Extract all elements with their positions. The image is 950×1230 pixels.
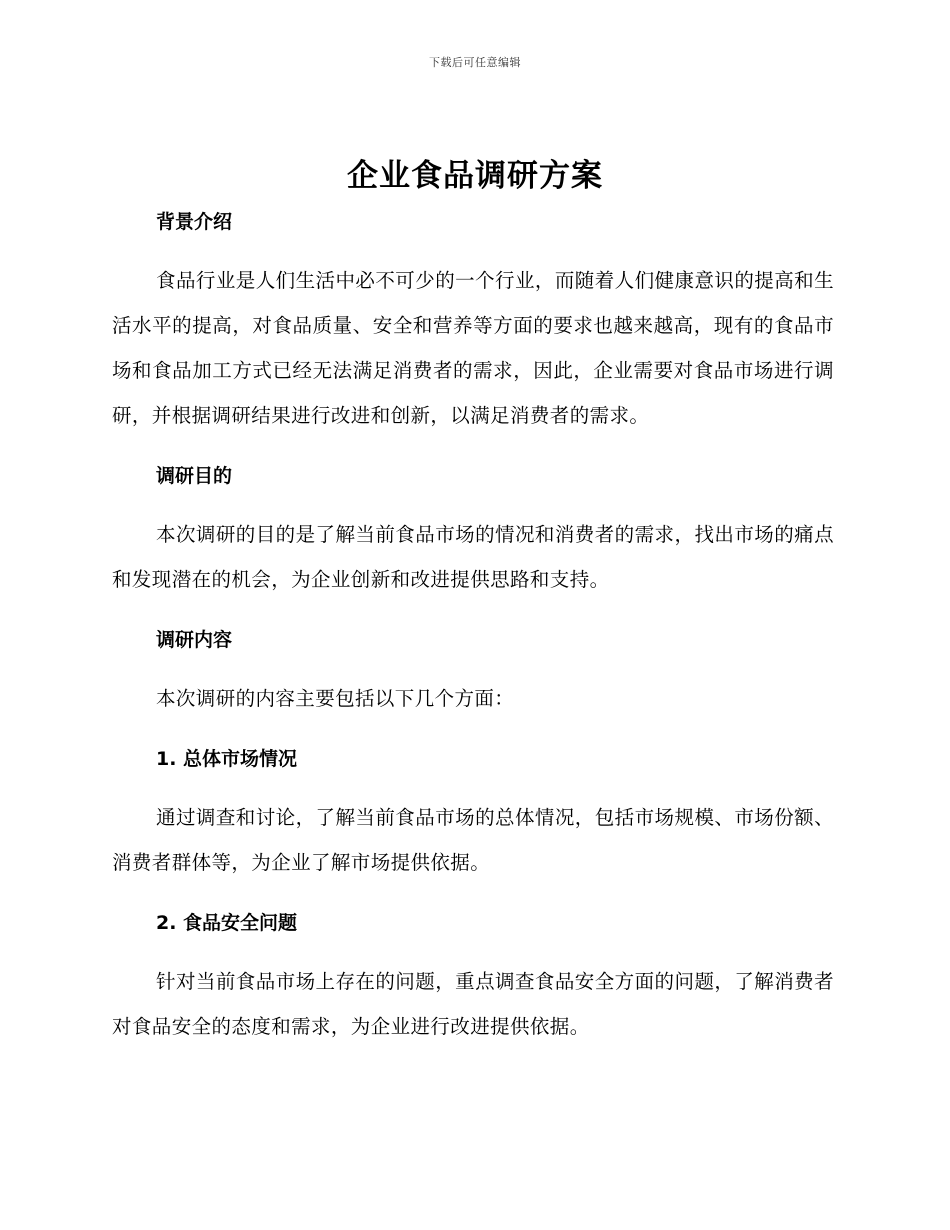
section-heading: 调研内容 [156, 629, 233, 651]
section-background [112, 202, 834, 438]
item-food-safety [112, 903, 834, 1049]
numbered-heading: 1. 总体市场情况 [156, 748, 298, 770]
header-note: 下载后可任意编辑 [429, 56, 521, 69]
section-paragraph: 本次调研的内容主要包括以下几个方面： [156, 687, 515, 710]
section-paragraph: 食品行业是人们生活中必不可少的一个行业，而随着人们健康意识的提高和生活水平的提高，对食品质量、安全和营养等方面的要求也越来越高，现有的食品市场和食品加工方式已经无法满足消费者的需求，因此，企业需要对食品市场进行调研，并根据调研结果进行改进和创新，以满足消费者的需求。 [112, 269, 834, 427]
document-body [112, 202, 834, 1049]
numbered-heading: 2. 食品安全问题 [156, 912, 298, 934]
section-purpose [112, 456, 834, 602]
section-content [112, 620, 834, 721]
page-title: 企业食品调研方案 [347, 158, 603, 194]
item-market-overview [112, 739, 834, 885]
item-paragraph: 通过调查和讨论，了解当前食品市场的总体情况，包括市场规模、市场份额、消费者群体等，为企业了解市场提供依据。 [112, 806, 834, 874]
section-heading: 背景介绍 [156, 211, 233, 233]
section-heading: 调研目的 [156, 465, 233, 487]
item-paragraph: 针对当前食品市场上存在的问题，重点调查食品安全方面的问题，了解消费者对食品安全的态度和需求，为企业进行改进提供依据。 [112, 970, 834, 1038]
section-paragraph: 本次调研的目的是了解当前食品市场的情况和消费者的需求，找出市场的痛点和发现潜在的机会，为企业创新和改进提供思路和支持。 [112, 523, 834, 591]
